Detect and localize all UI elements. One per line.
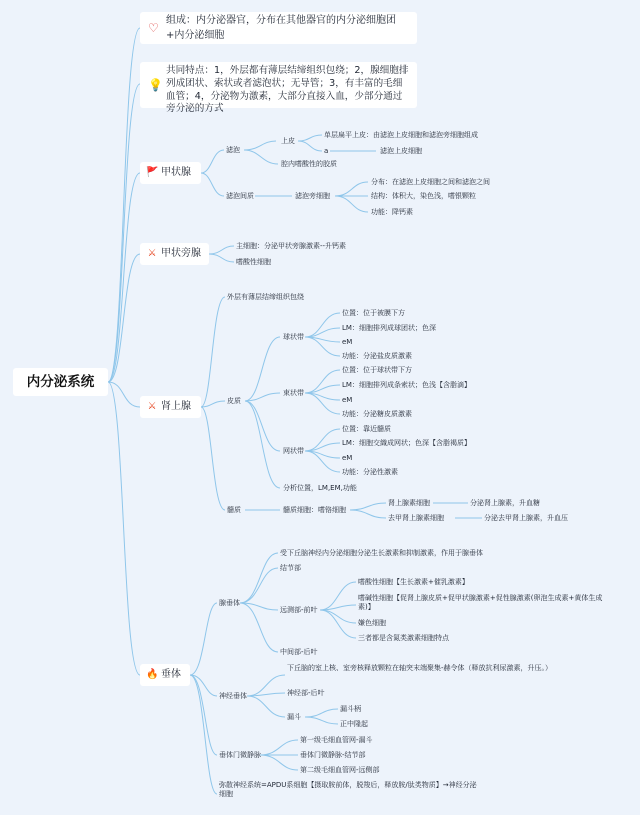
zg-position: 位置：位于被膜下方 bbox=[342, 309, 405, 317]
hypothalamus-nuclei: 下丘脑的室上核、室旁核释放颗粒在轴突末端聚集-赫令体（释放抗利尿激素，升压。） bbox=[287, 664, 553, 672]
zf-function: 功能：分泌糖皮质激素 bbox=[342, 410, 412, 418]
adeno-control: 受下丘脑神经内分泌细胞分泌生长激素和抑制激素，作用于腺垂体 bbox=[280, 549, 483, 557]
zg-em: eM bbox=[342, 338, 353, 346]
medulla-cells: 髓质细胞：嗜铬细胞 bbox=[283, 506, 346, 514]
thyroid-parafollicular: 滤泡旁细胞 bbox=[295, 192, 330, 200]
diffuse-neuroendocrine: 弥散神经系统=APDU系细胞【摄取胺前体，脱羧后，释放胺/肽类物质】→神经分泌细胞 bbox=[219, 781, 477, 798]
zf-position: 位置：位于球状带下方 bbox=[342, 366, 412, 374]
zg-function: 功能：分泌盐皮质激素 bbox=[342, 352, 412, 360]
composition-text: 组成：内分泌器官，分布在其他器官的内分泌细胞团+内分泌细胞 bbox=[166, 15, 396, 41]
thyroid-para-distribution: 分布：在滤泡上皮细胞之间和滤泡之间 bbox=[371, 178, 490, 186]
thyroid-epi-a: a bbox=[324, 147, 329, 155]
thyroid-label: 甲状腺 bbox=[161, 167, 191, 178]
flag-icon: 🚩 bbox=[146, 167, 159, 178]
zr-lm: LM：细胞交織成网状；色深【含脂褐质】 bbox=[342, 439, 471, 447]
adrenal-label: 肾上腺 bbox=[161, 401, 191, 412]
thyroid-colloid: 腔内嗜酸性的胶质 bbox=[281, 160, 337, 168]
parathyroid-label: 甲状旁腺 bbox=[161, 248, 201, 259]
zona-glomerulosa: 球状带 bbox=[283, 333, 304, 341]
thyroid-epithelium: 上皮 bbox=[281, 137, 295, 145]
parathyroid-oxyphil: 嗜酸性细胞 bbox=[236, 258, 271, 266]
thyroid-interfollicle: 滤泡间质 bbox=[226, 192, 254, 200]
root-node: 内分泌系统 bbox=[13, 368, 108, 396]
acidophil-cells: 嗜酸性细胞【生长激素+催乳激素】 bbox=[358, 578, 469, 586]
pars-nervosa: 神经部-后叶 bbox=[287, 689, 325, 697]
portal-venules: 垂体门微静脉-结节部 bbox=[300, 751, 366, 759]
features-text: 共同特点：1，外层都有薄层结缔组织包绕；2，腺细胞排列成团状、索状或者滤泡状；无导管；3，有丰富的毛细血管；4，分泌物为激素，大部分直接入血，少部分通过旁分泌的方式 bbox=[166, 65, 409, 115]
tools-icon: ⚔ bbox=[147, 248, 157, 259]
parathyroid-node bbox=[140, 243, 209, 265]
thyroid-node bbox=[140, 162, 201, 184]
infundibulum: 漏斗 bbox=[287, 713, 301, 721]
pars-distalis: 远测部-前叶 bbox=[280, 606, 318, 614]
neurohypophysis: 神经垂体 bbox=[219, 692, 247, 700]
thyroid-para-structure: 结构：体积大，染色浅，嗜银颗粒 bbox=[371, 192, 476, 200]
features-card bbox=[140, 62, 417, 115]
thyroid-follicle: 滤泡 bbox=[226, 146, 240, 154]
adenohypophysis: 腺垂体 bbox=[219, 599, 240, 607]
basophil-cells: 嗜碱性细胞【促肾上腺皮质+促甲状腺激素+促性腺激素(卵泡生成素+黄体生成素)】 bbox=[358, 594, 603, 611]
adrenal-analysis: 分析位置，LM,EM,功能 bbox=[283, 484, 357, 492]
zona-fasciculata: 束状带 bbox=[283, 389, 304, 397]
tools-icon: ⚔ bbox=[147, 401, 157, 412]
zr-position: 位置：靠近髓质 bbox=[342, 425, 391, 433]
norepinephrine-cell: 去甲肾上腺素细胞 bbox=[388, 514, 444, 522]
zf-em: eM bbox=[342, 396, 353, 404]
adrenal-node bbox=[140, 396, 201, 418]
secondary-capillary: 第二级毛细血管网-远侧部 bbox=[300, 766, 380, 774]
parathyroid-chief: 主细胞：分泌甲状旁腺激素--升钙素 bbox=[236, 242, 347, 250]
thyroid-para-function: 功能：降钙素 bbox=[371, 208, 413, 216]
infundibular-stalk: 漏斗柄 bbox=[340, 705, 361, 713]
zg-lm: LM：细胞排列成球团状；色深 bbox=[342, 324, 436, 332]
thyroid-epi-a-value: 滤泡上皮细胞 bbox=[380, 147, 422, 155]
zr-function: 功能：分泌性激素 bbox=[342, 468, 398, 476]
zona-reticularis: 网状带 bbox=[283, 447, 304, 455]
epinephrine-cell: 肾上腺素细胞 bbox=[388, 499, 430, 507]
primary-capillary: 第一级毛细血管网-漏斗 bbox=[300, 736, 373, 744]
pars-tuberalis: 结节部 bbox=[280, 564, 301, 572]
adrenal-cortex: 皮质 bbox=[227, 397, 241, 405]
chromophobe-cells: 嫌色细胞 bbox=[358, 619, 386, 627]
common-feature: 三者都是含氮类激素细胞特点 bbox=[358, 634, 449, 642]
pituitary-node bbox=[140, 664, 190, 686]
pituitary-label: 垂体 bbox=[161, 669, 181, 680]
adrenal-medulla: 髓质 bbox=[227, 506, 241, 514]
adrenal-capsule: 外层有薄层结缔组织包绕 bbox=[227, 293, 304, 301]
zf-lm: LM：细胞排列成条索状；色浅【含脂滴】 bbox=[342, 381, 471, 389]
epinephrine-output: 分泌肾上腺素，升血糖 bbox=[470, 499, 540, 507]
pars-intermedia: 中间部-后叶 bbox=[280, 648, 318, 656]
thyroid-epi-simple: 单层扁平上皮：由滤泡上皮细胞和滤泡旁细胞组成 bbox=[324, 131, 478, 139]
heart-icon: ♡ bbox=[148, 21, 159, 35]
zr-em: eM bbox=[342, 454, 353, 462]
median-eminence: 正中隆起 bbox=[340, 720, 368, 728]
lightbulb-icon: 💡 bbox=[148, 78, 163, 92]
composition-card bbox=[140, 12, 417, 44]
norepinephrine-output: 分泌去甲肾上腺素，升血压 bbox=[484, 514, 568, 522]
hypophyseal-portal: 垂体门微静脉 bbox=[219, 751, 261, 759]
fire-icon: 🔥 bbox=[146, 669, 159, 680]
